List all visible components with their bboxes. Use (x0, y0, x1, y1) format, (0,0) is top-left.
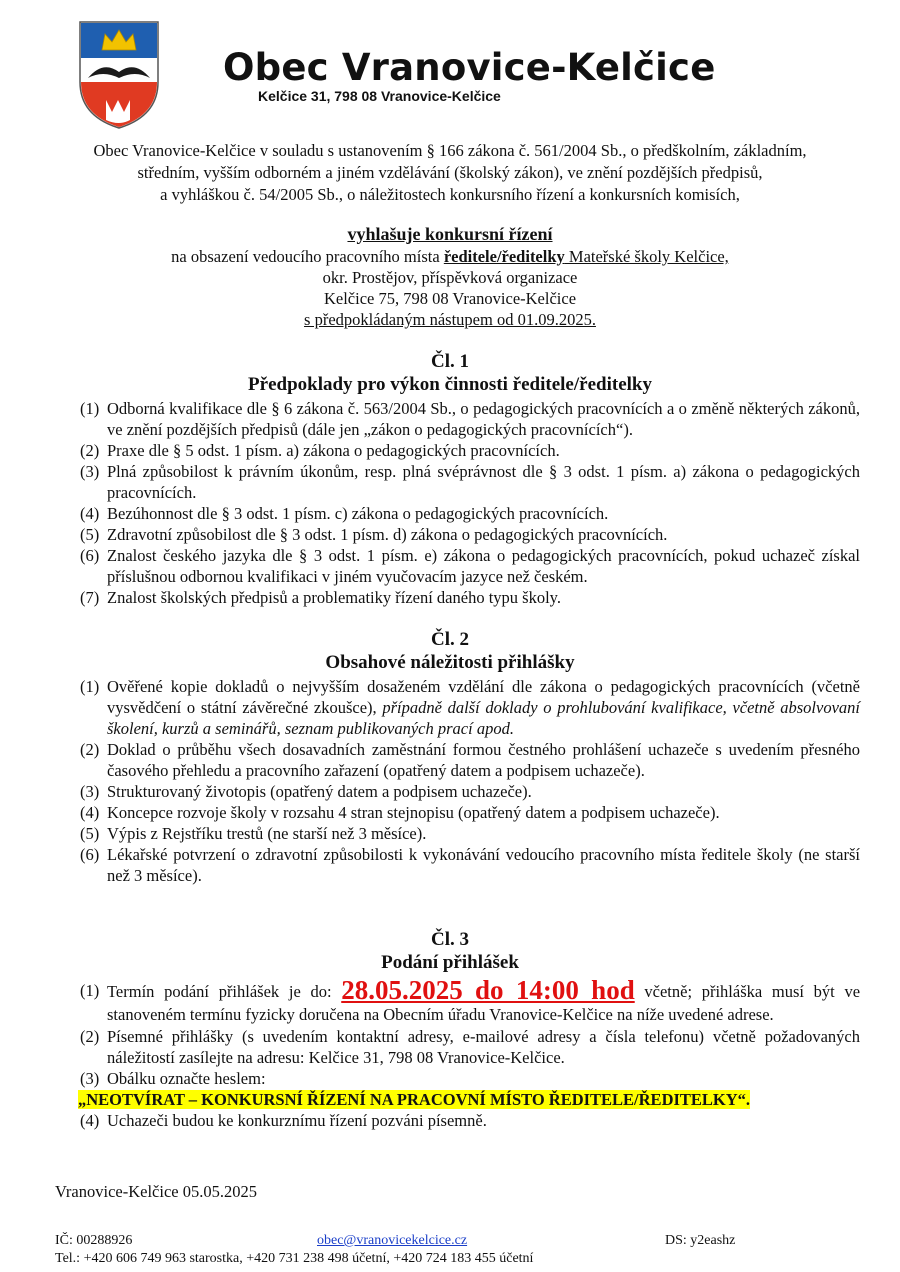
list-item (80, 781, 860, 802)
deadline-date: 28.05.2025 do 14:00 hod (341, 975, 635, 1005)
intro-line: a vyhláškou č. 54/2005 Sb., o náležitostech konkursního řízení a konkursních komisích, (160, 185, 740, 204)
item-number: (3) (80, 462, 100, 481)
item-number: (4) (80, 1111, 100, 1130)
item-number: (5) (80, 525, 100, 544)
list-item (80, 1026, 860, 1068)
application-contents-list (80, 676, 860, 886)
item-text: Plná způsobilost k právním úkonům, resp. plná svéprávnost dle § 3 odst. 1 písm. a) zákona o pedagogických pracovnících. (107, 462, 860, 502)
list-item (80, 1068, 860, 1089)
data-box-id: DS: y2eashz (665, 1233, 736, 1248)
municipality-address: Kelčice 31, 798 08 Vranovice-Kelčice (258, 88, 501, 104)
company-id: IČ: 00288926 (55, 1233, 133, 1248)
item-text: Bezúhonnost dle § 3 odst. 1 písm. c) zákona o pedagogických pracovnících. (107, 504, 609, 523)
item-number: (2) (80, 740, 100, 759)
position-title: ředitele/ředitelky (443, 247, 565, 266)
phone-numbers: Tel.: +420 606 749 963 starostka, +420 731 238 498 účetní, +420 724 183 455 účetní (55, 1251, 534, 1266)
list-item (80, 976, 860, 1026)
email-link[interactable]: obec@vranovicekelcice.cz (317, 1233, 468, 1248)
item-text: Odborná kvalifikace dle § 6 zákona č. 563/2004 Sb., o pedagogických pracovnících a o změně některých zákonů, ve znění pozdějších předpisů (dále jen „zákon o pedagogických pracovnících“). (107, 399, 860, 439)
item-number: (6) (80, 845, 100, 864)
item-number: (2) (80, 441, 100, 460)
item-text: Písemné přihlášky (s uvedením kontaktní adresy, e-mailové adresy a čísla telefonu) včetně požadovaných náležitostí zasílejte na adresu: Kelčice 31, 798 08 Vranovice-Kelčice. (107, 1027, 860, 1067)
section-heading: Čl. 3 (431, 929, 469, 950)
section-title: Předpoklady pro výkon činnosti ředitele/ředitelky (248, 374, 652, 395)
list-item (80, 524, 860, 545)
item-number: (3) (80, 782, 100, 801)
list-item (80, 461, 860, 503)
section-2 (80, 628, 860, 886)
item-number: (6) (80, 546, 100, 565)
section-3 (80, 928, 860, 1131)
item-number: (1) (80, 399, 100, 418)
list-item (80, 587, 860, 608)
announcement-line: Kelčice 75, 798 08 Vranovice-Kelčice (323, 289, 577, 308)
item-text: Praxe dle § 5 odst. 1 písm. a) zákona o pedagogických pracovnících. (107, 441, 560, 460)
list-item (80, 398, 860, 440)
item-number: (1) (80, 677, 100, 696)
item-text-italic: případně další doklady o prohlubování kvalifikace, včetně absolvovaní školení, kurzů a seminářů, seznam publikovaných prací apod. (107, 698, 860, 738)
announcement (40, 222, 860, 330)
item-text: Znalost českého jazyka dle § 3 odst. 1 písm. e) zákona o pedagogických pracovnících, pokud uchazeč získal příslušnou odbornou kvalifikaci v jiném vyučovacím jazyce než českém. (107, 546, 860, 586)
item-number: (1) (80, 981, 100, 1000)
intro-line: Obec Vranovice-Kelčice v souladu s ustanovením § 166 zákona č. 561/2004 Sb., o předškolním, základním, (93, 141, 807, 160)
letterhead (78, 20, 838, 130)
announcement-text: Mateřské školy Kelčice, (564, 247, 729, 266)
item-number: (4) (80, 803, 100, 822)
section-title: Podání přihlášek (381, 952, 519, 973)
announcement-text: na obsazení vedoucího pracovního místa (171, 247, 444, 266)
envelope-password: „NEOTVÍRAT – KONKURSNÍ ŘÍZENÍ NA PRACOVNÍ MÍSTO ŘEDITELE/ŘEDITELKY“. (78, 1090, 751, 1109)
item-number: (7) (80, 588, 100, 607)
intro-line: středním, vyšším odborném a jiném vzdělávání (školský zákon), ve znění pozdějších předpisů, (137, 163, 763, 182)
announcement-line: okr. Prostějov, příspěvková organizace (322, 268, 578, 287)
announcement-line (40, 246, 860, 267)
item-number: (4) (80, 504, 100, 523)
item-text: Výpis z Rejstříku trestů (ne starší než 3 měsíce). (107, 824, 427, 843)
list-item (80, 503, 860, 524)
item-text: včetně; přihláška musí být ve stanoveném termínu fyzicky doručena na Obecním úřadu Vranovice-Kelčice na níže uvedené adrese. (107, 982, 861, 1024)
coat-of-arms-icon (78, 20, 160, 130)
item-text: Doklad o průběhu všech dosavadních zaměstnání formou čestného prohlášení uchazeče s uvedením přesného časového přehledu a pracovního zařazení (opatřený datem a podpisem uchazeče). (107, 740, 860, 780)
start-date-line: s předpokládaným nástupem od 01.09.2025. (304, 310, 596, 329)
list-item (80, 802, 860, 823)
intro-paragraph (40, 140, 860, 206)
list-item (80, 823, 860, 844)
section-heading: Čl. 1 (431, 351, 469, 372)
envelope-password-line (78, 1089, 860, 1110)
item-number: (2) (80, 1027, 100, 1046)
list-item (80, 545, 860, 587)
list-item (80, 440, 860, 461)
section-title: Obsahové náležitosti přihlášky (325, 652, 575, 673)
item-text: Obálku označte heslem: (107, 1069, 266, 1088)
item-text: Ověřené kopie dokladů o nejvyšším dosaženém vzdělání dle zákona o pedagogických pracovnících (včetně vysvědčení o státní závěrečné zkoušce), (107, 677, 860, 717)
item-text: Koncepce rozvoje školy v rozsahu 4 stran stejnopisu (opatřený datem a podpisem uchazeče). (107, 803, 720, 822)
section-heading: Čl. 2 (431, 629, 469, 650)
item-text: Znalost školských předpisů a problematiky řízení daného typu školy. (107, 588, 561, 607)
item-text: Lékařské potvrzení o zdravotní způsobilosti k vykonávání vedoucího pracovního místa ředitele školy (ne starší než 3 měsíce). (107, 845, 860, 885)
announcement-headline: vyhlašuje konkursní řízení (347, 224, 553, 244)
place-and-date: Vranovice-Kelčice 05.05.2025 (55, 1182, 257, 1201)
list-item (80, 844, 860, 886)
list-item (80, 676, 860, 739)
municipality-title: Obec Vranovice-Kelčice (223, 46, 716, 89)
submission-list-continued (80, 1110, 860, 1131)
requirements-list (80, 398, 860, 608)
submission-list (80, 976, 860, 1089)
list-item (80, 1110, 860, 1131)
item-number: (5) (80, 824, 100, 843)
item-number: (3) (80, 1069, 100, 1088)
list-item (80, 739, 860, 781)
item-text: Termín podání přihlášek je do: (107, 982, 342, 1001)
item-text: Uchazeči budou ke konkurznímu řízení pozváni písemně. (107, 1111, 487, 1130)
section-1 (80, 350, 860, 608)
item-text: Zdravotní způsobilost dle § 3 odst. 1 písm. d) zákona o pedagogických pracovnících. (107, 525, 668, 544)
item-text: Strukturovaný životopis (opatřený datem a podpisem uchazeče). (107, 782, 532, 801)
